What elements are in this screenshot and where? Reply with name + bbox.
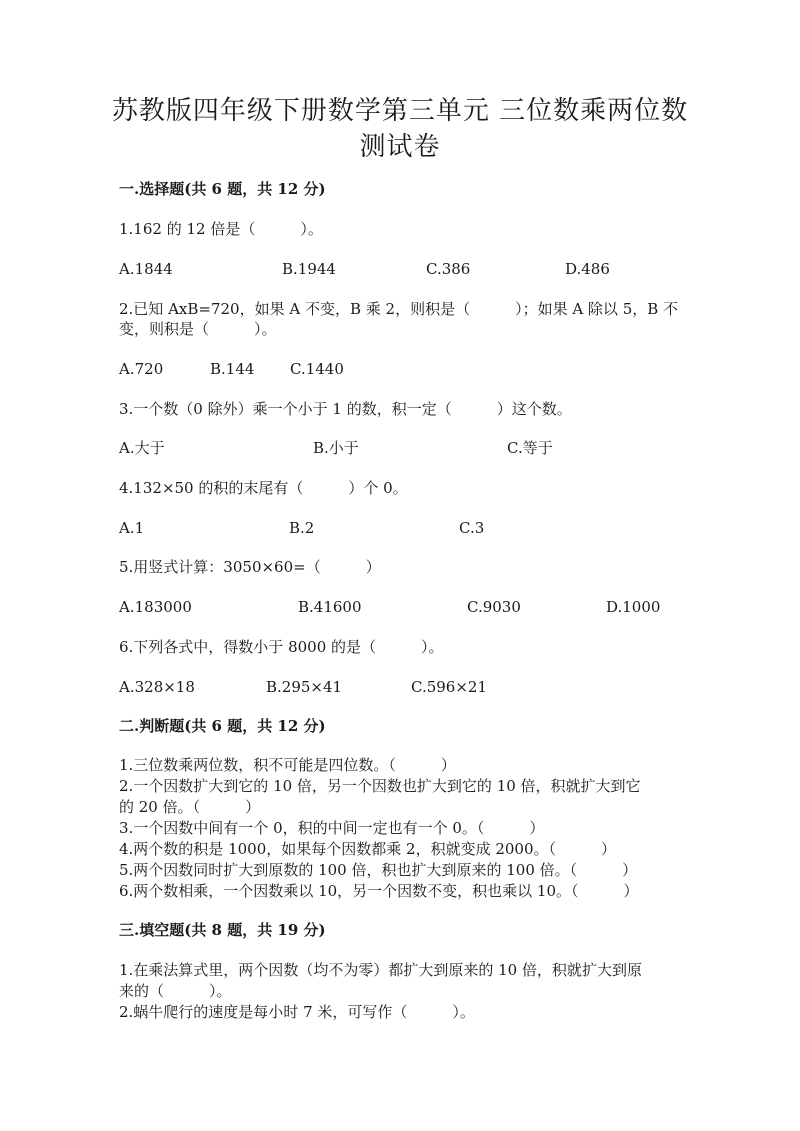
judge-item: 6.两个数相乘，一个因数乘以 10，另一个因数不变，积也乘以 10。（ ）: [119, 882, 639, 900]
option-b: B.144: [210, 360, 255, 378]
option-b: B.41600: [298, 598, 362, 616]
option-d: D.486: [565, 260, 610, 278]
question-text: 3.一个数（0 除外）乘一个小于 1 的数，积一定（ ）这个数。: [119, 400, 572, 418]
option-d: D.1000: [606, 598, 661, 616]
question-text: 2.已知 AxB=720，如果 A 不变，B 乘 2，则积是（ ）；如果 A 除以 5，B 不: [119, 300, 679, 318]
judge-item: 2.一个因数扩大到它的 10 倍，另一个因数也扩大到它的 10 倍，积就扩大到它: [119, 777, 641, 795]
judge-item: 4.两个数的积是 1000，如果每个因数都乘 2，积就变成 2000。（ ）: [119, 840, 617, 858]
question-text: 6.下列各式中，得数小于 8000 的是（ ）。: [119, 638, 444, 656]
option-b: B.2: [289, 519, 315, 537]
section-heading-choice: 一.选择题(共 6 题，共 12 分): [119, 180, 326, 198]
fill-item: 1.在乘法算式里，两个因数（均不为零）都扩大到原来的 10 倍，积就扩大到原: [119, 961, 642, 979]
question-text: 4.132×50 的积的末尾有（ ）个 0。: [119, 479, 408, 497]
section-heading-fill: 三.填空题(共 8 题，共 19 分): [119, 921, 326, 939]
option-b: B.小于: [313, 439, 359, 457]
option-c: C.596×21: [411, 678, 487, 696]
section-heading-judge: 二.判断题(共 6 题，共 12 分): [119, 717, 326, 735]
option-a: A.720: [119, 360, 164, 378]
option-c: C.等于: [507, 439, 553, 457]
option-a: A.328×18: [119, 678, 195, 696]
question-text: 5.用竖式计算：3050×60=（ ）: [119, 558, 381, 576]
page-title-line2: 测试卷: [359, 132, 441, 162]
option-a: A.1: [119, 519, 145, 537]
fill-item: 2.蜗牛爬行的速度是每小时 7 米，可写作（ ）。: [119, 1003, 475, 1021]
option-c: C.3: [459, 519, 485, 537]
judge-item: 3.一个因数中间有一个 0，积的中间一定也有一个 0。（ ）: [119, 819, 545, 837]
option-c: C.1440: [290, 360, 344, 378]
option-a: A.大于: [119, 439, 165, 457]
option-c: C.386: [426, 260, 471, 278]
option-a: A.1844: [119, 260, 173, 278]
option-c: C.9030: [467, 598, 521, 616]
question-text-cont: 变，则积是（ ）。: [119, 320, 277, 338]
option-b: B.295×41: [266, 678, 343, 696]
option-a: A.183000: [119, 598, 192, 616]
question-text: 1.162 的 12 倍是（ ）。: [119, 220, 323, 238]
judge-item: 1.三位数乘两位数，积不可能是四位数。（ ）: [119, 756, 456, 774]
page-title-line1: 苏教版四年级下册数学第三单元 三位数乘两位数: [111, 96, 689, 126]
fill-item-cont: 来的（ ）。: [119, 982, 232, 1000]
option-b: B.1944: [282, 260, 336, 278]
judge-item: 5.两个因数同时扩大到原数的 100 倍，积也扩大到原来的 100 倍。（ ）: [119, 861, 638, 879]
judge-item-cont: 的 20 倍。（ ）: [119, 798, 261, 816]
